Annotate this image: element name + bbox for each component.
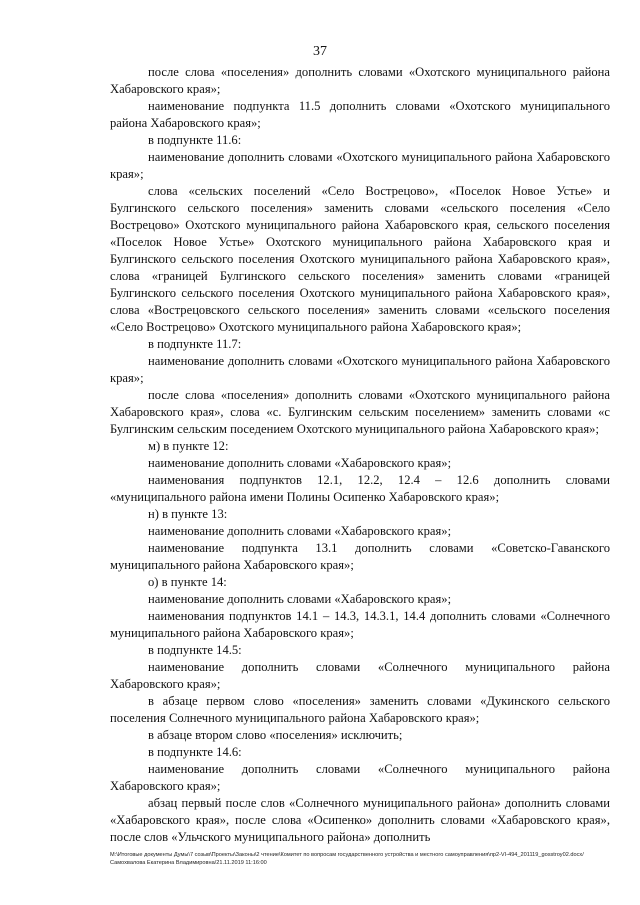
file-path-footer: M:\Итоговые документы Думы\7 созыв\Проекты\Законы\2 чтение\Комитет по вопросам государственного устройства и местного самоуправления\пр2-VI-494_201119_gosstroy02.docx/Самохвалова Екатерина Владимировна/21.11.2019 11:16:00 [110,852,584,866]
paragraph: после слова «поселения» дополнить словами «Охотского муниципального района Хабаровского края», слова «с. Булгинским сельским поселением» заменить словами «с Булгинским сельским поседением Охотского муниципального района Хабаровского края»; [110,388,610,436]
paragraph: н) в пункте 13: [148,507,228,521]
paragraph: наименование дополнить словами «Охотского муниципального района Хабаровского края»; [110,150,610,181]
paragraph: в подпункте 14.6: [148,745,242,759]
page-number: 37 [313,44,327,59]
paragraph: наименования подпунктов 12.1, 12.2, 12.4 – 12.6 дополнить словами «муниципального района имени Полины Осипенко Хабаровского края»; [110,473,610,504]
paragraph: м) в пункте 12: [148,439,229,453]
paragraph: наименование дополнить словами «Хабаровского края»; [148,456,452,470]
paragraph: наименование дополнить словами «Хабаровского края»; [148,592,452,606]
paragraph: наименование дополнить словами «Охотского муниципального района Хабаровского края»; [110,354,610,385]
paragraph: наименование подпункта 11.5 дополнить словами «Охотского муниципального района Хабаровского края»; [110,99,610,130]
paragraph: слова «сельских поселений «Село Вострецово», «Поселок Новое Устье» и Булгинского сельского поселения» заменить словами «сельского поселения «Село Вострецово» Охотского муниципального района Хабаровского края, сельского поселения «Поселок Новое Устье» Охотского муниципального района Хабаровского края и Булгинского сельского поселения Охотского муниципального района Хабаровского края», слова «границей Булгинского сельского поселения» заменить словами «границей Булгинского сельского поселения Охотского муниципального района Хабаровского края», слова «Вострецовского сельского поселения» заменить словами «сельского поселения «Село Вострецово» Охотского муниципального района Хабаровского края»; [110,184,610,334]
paragraph: в подпункте 14.5: [148,643,242,657]
paragraph: после слова «поселения» дополнить словами «Охотского муниципального района Хабаровского края»; [110,65,610,96]
paragraph: наименование дополнить словами «Солнечного муниципального района Хабаровского края»; [110,660,610,691]
paragraph: наименования подпунктов 14.1 – 14.3, 14.3.1, 14.4 дополнить словами «Солнечного муниципального района Хабаровского края»; [110,609,610,640]
paragraph: в подпункте 11.7: [148,337,242,351]
paragraph: в абзаце первом слово «поселения» заменить словами «Дукинского сельского поселения Солнечного муниципального района Хабаровского края»; [110,694,610,725]
paragraph: в абзаце втором слово «поселения» исключить; [148,728,403,742]
paragraph: наименование дополнить словами «Солнечного муниципального района Хабаровского края»; [110,762,610,793]
paragraph: абзац первый после слов «Солнечного муниципального района» дополнить словами «Хабаровского края», после слова «Осипенко» дополнить словами «Хабаровского края», после слов «Ульчского муниципального района» дополнить [110,796,610,844]
paragraph: в подпункте 11.6: [148,133,242,147]
paragraph: наименование подпункта 13.1 дополнить словами «Советско-Гаванского муниципального района Хабаровского края»; [110,541,610,572]
paragraph: наименование дополнить словами «Хабаровского края»; [148,524,452,538]
document-body [110,64,610,846]
paragraph: о) в пункте 14: [148,575,227,589]
